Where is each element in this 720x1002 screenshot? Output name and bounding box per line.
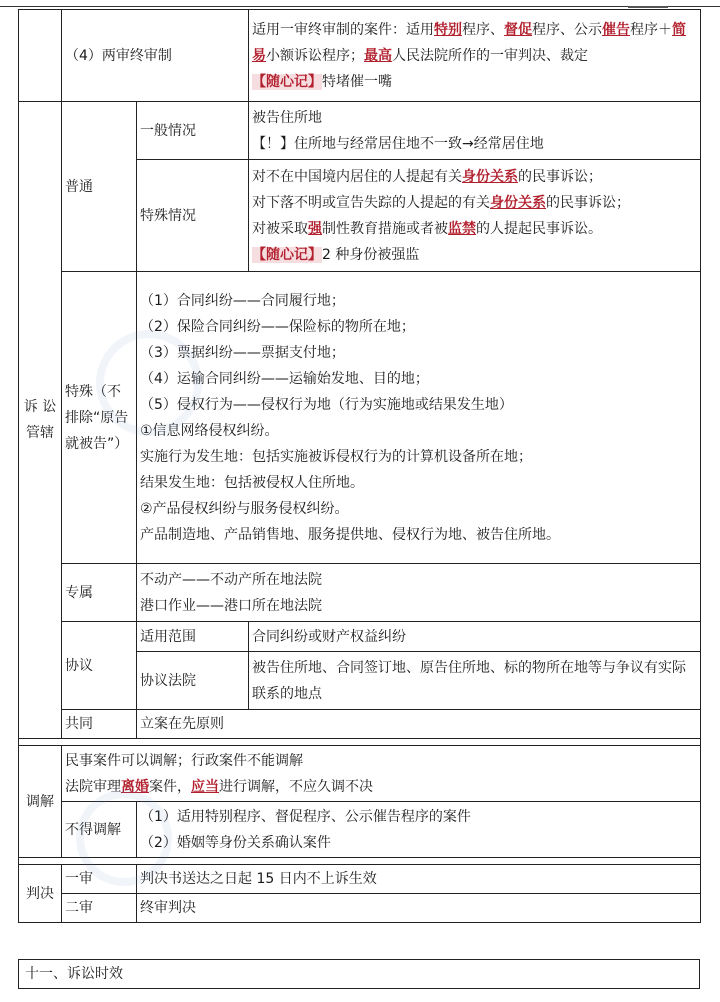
text: 的人提起民事诉讼。 — [476, 220, 603, 237]
table-row — [19, 802, 701, 858]
keyword-notice: 催告 — [602, 21, 631, 38]
row-label-jurisdiction: 诉 讼管辖 — [19, 102, 62, 739]
mediation-content — [62, 746, 701, 802]
text: 进行调解，不应久调不决 — [219, 778, 373, 795]
text: 适用一审终审制的案件：适用 — [252, 21, 435, 38]
keyword-divorce: 离婚 — [121, 778, 149, 795]
spacer-row — [19, 739, 701, 746]
table-row — [19, 894, 701, 923]
table-row — [19, 746, 701, 802]
text: 人民法院所作的一审判决、裁定 — [392, 47, 589, 64]
law-summary-table — [18, 9, 701, 923]
text: 程序＋ — [630, 21, 673, 38]
text: 法院审理 — [65, 778, 121, 795]
list-item: 港口作业——港口所在地法院 — [140, 597, 322, 614]
list-item: （3）票据纠纷——票据支付地； — [140, 344, 345, 361]
page-header-mark — [628, 0, 668, 8]
keyword-urge: 督促 — [504, 21, 533, 38]
keyword-special: 特别 — [434, 21, 463, 38]
row-label-exclusive: 专属 — [62, 564, 137, 622]
table-row — [19, 710, 701, 739]
text: 被告住所地 — [252, 109, 323, 126]
table-row — [19, 564, 701, 622]
text: 小额诉讼程序； — [266, 47, 365, 64]
keyword-imprisoned: 监禁 — [448, 220, 477, 237]
text: 制性教育措施或者被 — [322, 220, 449, 237]
first-instance-value: 判决书送达之日起 15 日内不上诉生效 — [137, 865, 701, 894]
row-label-first-instance: 一审 — [62, 865, 137, 894]
memo-tag: 【随心记】 — [252, 246, 323, 263]
special-jurisdiction-content — [137, 272, 701, 564]
spacer-row — [19, 858, 701, 865]
exclusive-content — [137, 564, 701, 622]
list-item: 不动产——不动产所在地法院 — [140, 571, 322, 588]
text: 案件， — [149, 778, 191, 795]
row-label-mediation: 调解 — [19, 746, 62, 858]
table-row — [19, 272, 701, 564]
keyword-identity: 身份关系 — [462, 168, 519, 185]
scope-value: 合同纠纷或财产权益纠纷 — [249, 622, 701, 652]
text-line: 民事案件可以调解；行政案件不能调解 — [65, 752, 303, 769]
list-item: 产品制造地、产品销售地、服务提供地、侵权行为地、被告住所地。 — [140, 526, 560, 543]
table-row — [19, 622, 701, 652]
text: 对下落不明或宣告失踪的人提起的有关 — [252, 194, 491, 211]
text: 程序、公示 — [532, 21, 603, 38]
table-row — [19, 10, 701, 102]
text: 的民事诉讼； — [518, 168, 603, 185]
row-label-normal-case: 一般情况 — [137, 102, 249, 160]
page-top-rule — [0, 6, 720, 7]
row-label-scope: 适用范围 — [137, 622, 249, 652]
text-line — [65, 774, 697, 800]
text: 对不在中国境内居住的人提起有关 — [252, 168, 463, 185]
keyword-compulsory: 强 — [308, 220, 323, 237]
list-item: 结果发生地：包括被侵权人住所地。 — [140, 474, 364, 491]
row-label-special-case: 特殊情况 — [137, 160, 249, 272]
keyword-supreme: 最高 — [364, 47, 393, 64]
row-label-two-trial: （4）两审终审制 — [62, 10, 249, 102]
row-label-general: 普通 — [62, 102, 137, 272]
keyword-simple: 简易 — [252, 21, 687, 64]
agreement-court-value: 被告住所地、合同签订地、原告住所地、标的物所在地等与争议有实际联系的地点 — [249, 652, 701, 710]
list-item: （4）运输合同纠纷——运输始发地、目的地； — [140, 370, 429, 387]
list-item: ②产品侵权纠纷与服务侵权纠纷。 — [140, 500, 349, 517]
text: 对被采取 — [252, 220, 309, 237]
list-item: 实施行为发生地：包括实施被诉侵权行为的计算机设备所在地； — [140, 448, 532, 465]
memo-text: 2 种身份被强监 — [322, 246, 420, 263]
row-label-second-instance: 二审 — [62, 894, 137, 923]
text: 住所地与经常居住地不一致→经常居住地 — [294, 135, 544, 152]
second-instance-value: 终审判决 — [137, 894, 701, 923]
warning-tag: 【！】 — [252, 135, 295, 152]
keyword-identity: 身份关系 — [490, 194, 547, 211]
row-label-judgment: 判决 — [19, 865, 62, 923]
list-item: （1）合同纠纷——合同履行地； — [140, 292, 345, 309]
row-label-special-jurisdiction: 特殊（不排除“原告就被告”） — [62, 272, 137, 564]
no-mediation-content — [137, 802, 701, 858]
table-row — [19, 102, 701, 160]
empty-cell — [19, 10, 62, 102]
memo-text: 特堵催一嘴 — [322, 73, 393, 90]
text: 程序、 — [462, 21, 505, 38]
row-label-agreement: 协议 — [62, 622, 137, 710]
list-item: （2）保险合同纠纷——保险标的物所在地； — [140, 318, 415, 335]
text: 的民事诉讼； — [546, 194, 631, 211]
list-item: （1）适用特别程序、督促程序、公示催告程序的案件 — [140, 808, 471, 825]
two-trial-content — [249, 10, 701, 102]
row-label-agreement-court: 协议法院 — [137, 652, 249, 710]
special-case-content — [249, 160, 701, 272]
list-item: （2）婚姻等身份关系确认案件 — [140, 834, 331, 851]
row-label-joint: 共同 — [62, 710, 137, 739]
joint-value: 立案在先原则 — [137, 710, 701, 739]
keyword-shall: 应当 — [191, 778, 219, 795]
list-item: （5）侵权行为——侵权行为地（行为实施地或结果发生地） — [140, 396, 513, 413]
normal-case-content — [249, 102, 701, 160]
row-label-no-mediation: 不得调解 — [62, 802, 137, 858]
section-heading: 十一、诉讼时效 — [18, 959, 700, 989]
table-row — [19, 865, 701, 894]
memo-tag: 【随心记】 — [252, 73, 323, 90]
list-item: ①信息网络侵权纠纷。 — [140, 422, 279, 439]
